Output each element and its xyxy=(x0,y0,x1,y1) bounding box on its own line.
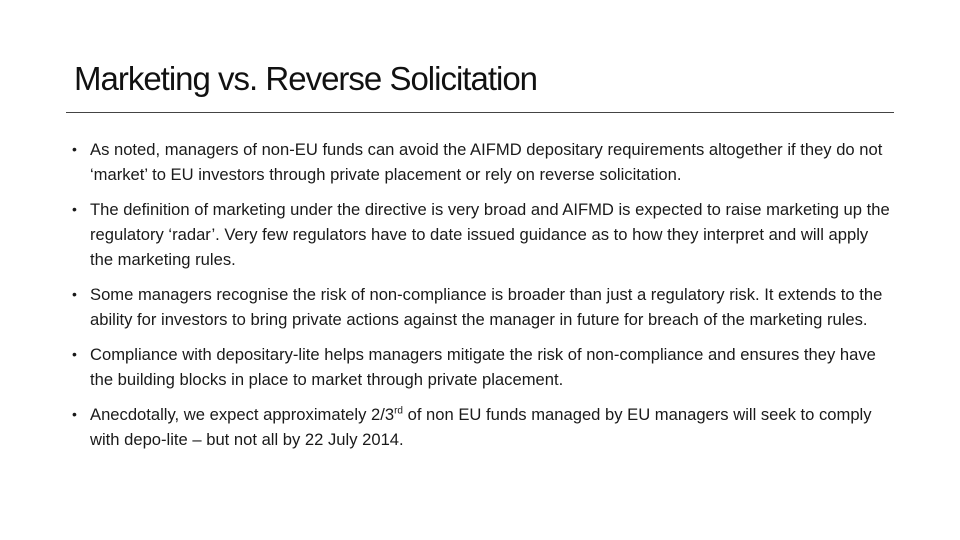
bullet-text-after: of non EU funds managed by EU managers will seek to comply with depo-lite – but not all by 22 July 2014. xyxy=(90,405,872,449)
bullet-item xyxy=(72,402,892,452)
bullet-item xyxy=(72,282,892,332)
bullet-icon: • xyxy=(72,201,77,217)
bullet-text-before: Anecdotally, we expect approximately 2/3 xyxy=(90,405,395,424)
bullet-icon: • xyxy=(72,346,77,362)
bullet-text: The definition of marketing under the directive is very broad and AIFMD is expected to raise marketing up the regulatory ‘radar’. Very few regulators have to date issued guidance as to how they interpret and will apply the marketing rules. xyxy=(90,200,890,269)
slide-title: Marketing vs. Reverse Solicitation xyxy=(74,60,538,97)
bullet-icon: • xyxy=(72,141,77,157)
bullet-text: As noted, managers of non-EU funds can avoid the AIFMD depositary requirements altogether if they do not ‘market’ to EU investors through private placement or rely on reverse solicitation. xyxy=(90,140,883,184)
bullet-item xyxy=(72,137,892,187)
bullet-list xyxy=(72,137,892,462)
bullet-icon: • xyxy=(72,406,77,422)
bullet-item xyxy=(72,197,892,272)
ordinal-superscript: rd xyxy=(394,405,403,417)
title-divider xyxy=(66,112,894,113)
bullet-icon: • xyxy=(72,286,77,302)
bullet-text: Some managers recognise the risk of non-compliance is broader than just a regulatory risk. It extends to the ability for investors to bring private actions against the manager in future for breach of the marketing rules. xyxy=(90,285,883,329)
bullet-text: Compliance with depositary-lite helps managers mitigate the risk of non-compliance and ensures they have the building blocks in place to market through private placement. xyxy=(90,345,876,389)
bullet-item xyxy=(72,342,892,392)
